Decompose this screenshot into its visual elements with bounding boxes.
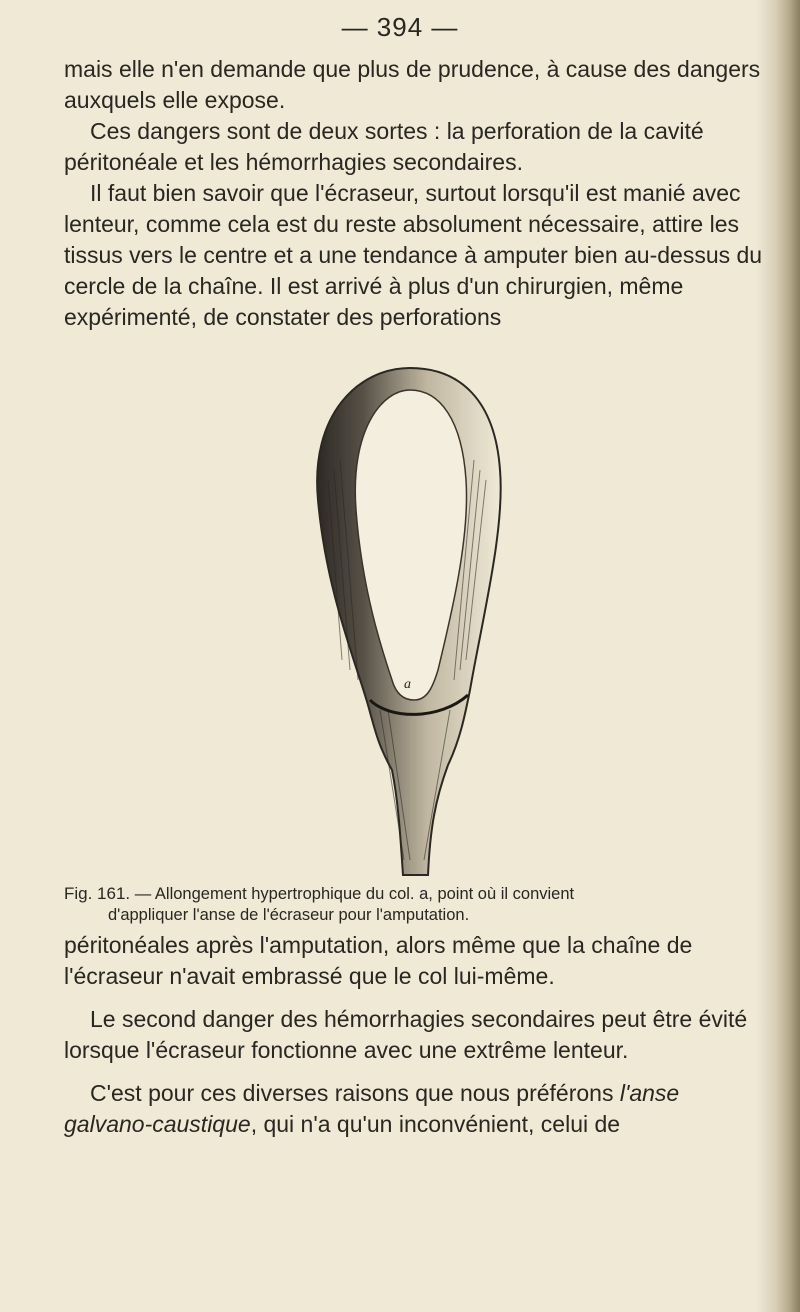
paragraph-peritoneales: péritonéales après l'amputation, alors même que la chaîne de l'écraseur n'avait embrassé que le col lui-même.	[64, 932, 693, 989]
text-block-bottom	[64, 930, 764, 1152]
paragraph-dangers: Ces dangers sont de deux sortes : la perforation de la cavité péritonéale et les hémorrhagies secondaires.	[64, 118, 704, 175]
paragraph-conclusion	[64, 1078, 764, 1140]
paragraph-second-danger: Le second danger des hémorrhagies secondaires peut être évité lorsque l'écraseur fonctionne avec une extrême lenteur.	[64, 1006, 748, 1063]
caption-label: Fig. 161.	[64, 884, 131, 903]
text-block-top	[64, 54, 764, 333]
paragraph-continuation: mais elle n'en demande que plus de prudence, à cause des dangers auxquels elle expose.	[64, 56, 761, 113]
caption-text-2: d'appliquer l'anse de l'écraseur pour l'amputation.	[108, 906, 470, 924]
conclusion-end: , qui n'a qu'un inconvénient, celui de	[250, 1111, 621, 1137]
figure-cervix-illustration	[300, 360, 520, 880]
paragraph-ecraseur: Il faut bien savoir que l'écraseur, surtout lorsqu'il est manié avec lenteur, comme cela est du reste absolument nécessaire, attire les tissus vers le centre et a une tendance à amputer bien au-dessus du cercle de la chaîne. Il est arrivé à plus d'un chirurgien, même expérimenté, de constater des perforations	[64, 180, 763, 330]
figure-caption	[64, 883, 764, 926]
page-number: — 394 —	[341, 12, 459, 42]
conclusion-start: C'est pour ces diverses raisons que nous préférons	[90, 1080, 620, 1106]
figure-label-a: a	[404, 677, 411, 692]
conclusion-italic: l'anse galvano-caustique	[64, 1080, 680, 1137]
caption-text-1: — Allongement hypertrophique du col. a, point où il convient	[134, 885, 575, 903]
